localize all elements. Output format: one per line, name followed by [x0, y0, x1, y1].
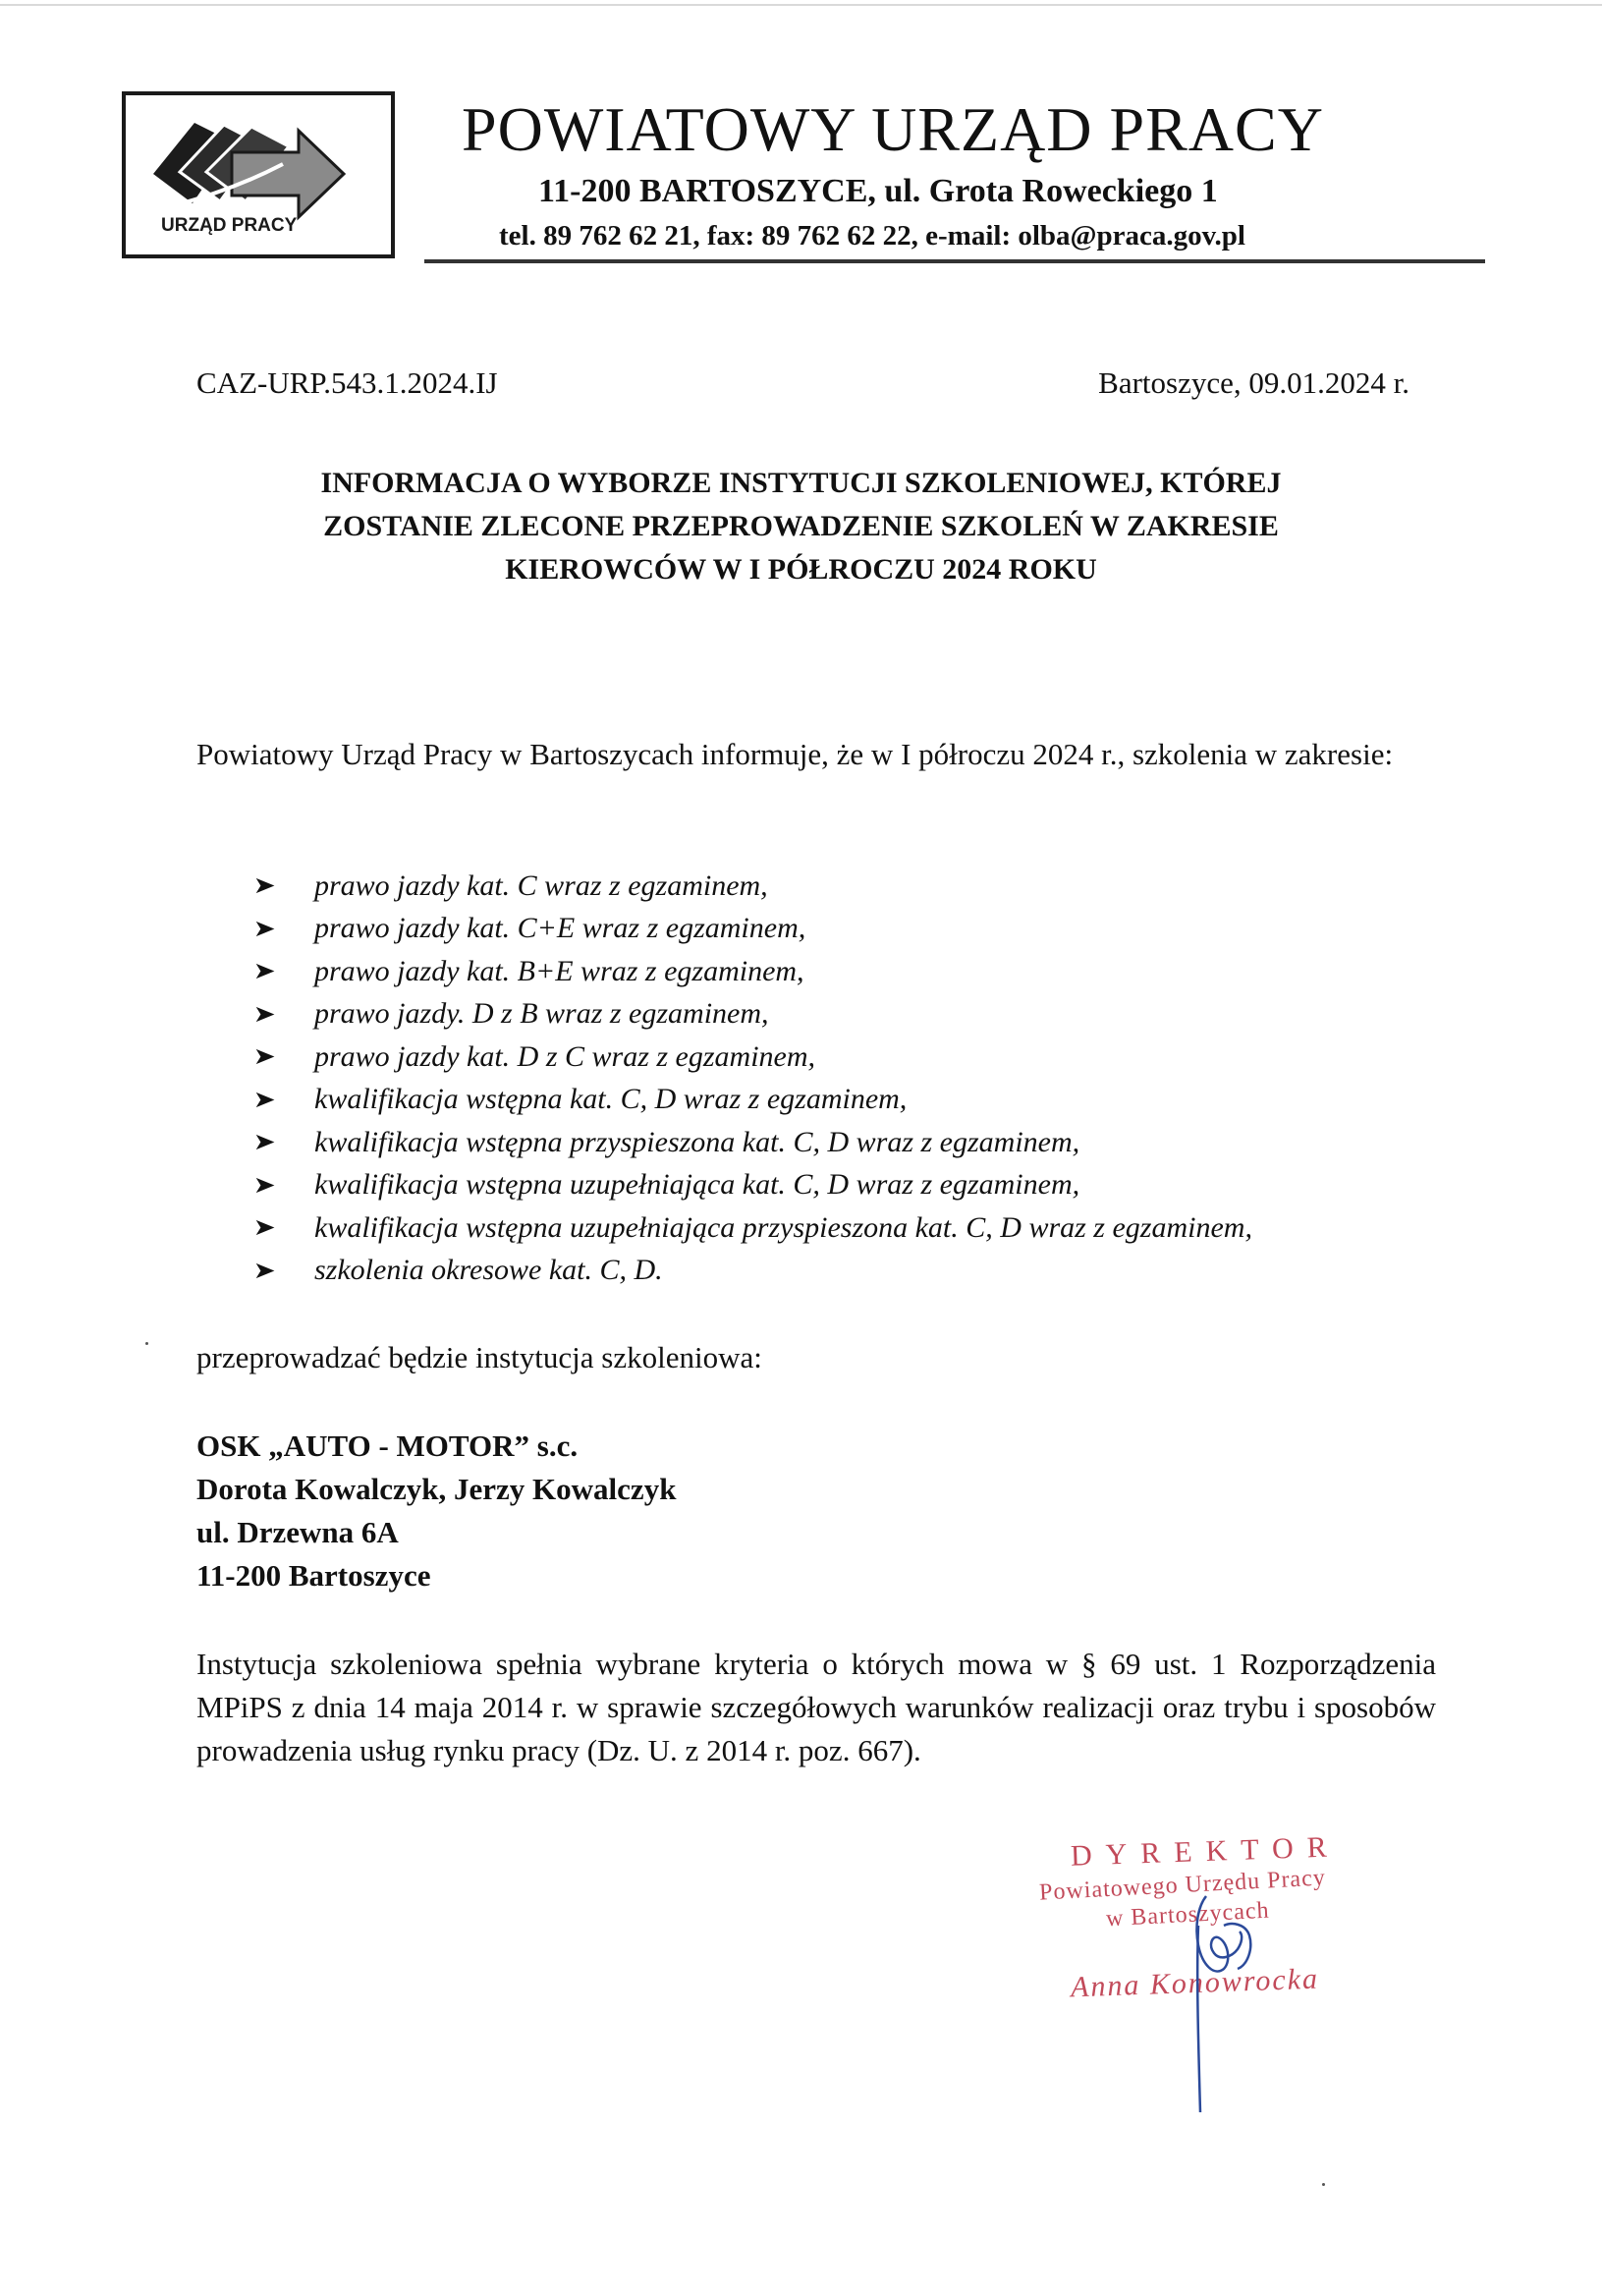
scan-speck: [145, 1342, 148, 1345]
arrow-bullet-icon: ➤: [252, 1130, 276, 1156]
arrow-bullet-icon: ➤: [252, 1215, 276, 1242]
office-logo: [122, 91, 395, 258]
logo-text: URZĄD PRACY: [161, 215, 298, 236]
stamp-office: Powiatowego Urzędu Pracy: [1038, 1865, 1327, 1906]
handwritten-signature: [1130, 1867, 1267, 2132]
list-item: ➤ prawo jazdy. D z B wraz z egzaminem,: [252, 997, 769, 1031]
intro-paragraph: Powiatowy Urząd Pracy w Bartoszycach informuje, że w I półroczu 2024 r., szkolenia w zakresie:: [196, 737, 1394, 771]
list-item: ➤ kwalifikacja wstępna uzupełniająca kat. C, D wraz z egzaminem,: [252, 1168, 1080, 1202]
stamp-role: DYREKTOR: [1070, 1830, 1342, 1873]
arrow-bullet-icon: ➤: [252, 873, 276, 900]
document-title: [255, 462, 1347, 591]
list-item: ➤ szkolenia okresowe kat. C, D.: [252, 1254, 663, 1287]
list-item: ➤ prawo jazdy kat. B+E wraz z egzaminem,: [252, 954, 804, 987]
training-list: [252, 865, 1252, 1292]
criteria-paragraph: Instytucja szkoleniowa spełnia wybrane kryteria o których mowa w § 69 ust. 1 Rozporządzenia MPiPS z dnia 14 maja 2014 r. w sprawie szczegółowych warunków realizacji oraz trybu i sposobów prowadzenia usług rynku pracy (Dz. U. z 2014 r. poz. 667).: [196, 1647, 1436, 1767]
header-divider: [424, 259, 1485, 263]
scan-speck: [1322, 2183, 1325, 2186]
scan-edge: [0, 4, 1602, 6]
stamp-name: Anna Konowrocka: [1070, 1962, 1320, 2004]
list-item: ➤ kwalifikacja wstępna przyspieszona kat. C, D wraz z egzaminem,: [252, 1125, 1080, 1158]
conducting-sentence: przeprowadzać będzie instytucja szkoleniowa:: [196, 1340, 762, 1374]
office-name: POWIATOWY URZĄD PRACY: [462, 94, 1324, 164]
arrow-bullet-icon: ➤: [252, 1087, 276, 1113]
title-line: ZOSTANIE ZLECONE PRZEPROWADZENIE SZKOLEŃ W ZAKRESIE: [323, 510, 1279, 542]
place-date: Bartoszyce, 09.01.2024 r.: [1098, 365, 1409, 400]
list-item: ➤ prawo jazdy kat. D z C wraz z egzaminem,: [252, 1039, 816, 1073]
arrow-bullet-icon: ➤: [252, 1044, 276, 1071]
list-item: ➤ prawo jazdy kat. C+E wraz z egzaminem,: [252, 912, 806, 945]
reference-number: CAZ-URP.543.1.2024.IJ: [196, 365, 498, 400]
institution-street: ul. Drzewna 6A: [196, 1515, 399, 1549]
office-address: 11-200 BARTOSZYCE, ul. Grota Roweckiego 1: [538, 173, 1218, 209]
title-line: KIEROWCÓW W I PÓŁROCZU 2024 ROKU: [505, 553, 1097, 586]
arrow-bullet-icon: ➤: [252, 1258, 276, 1284]
arrow-bullet-icon: ➤: [252, 1001, 276, 1028]
list-item: ➤ kwalifikacja wstępna kat. C, D wraz z egzaminem,: [252, 1083, 908, 1116]
office-contact: tel. 89 762 62 21, fax: 89 762 62 22, e-mail: olba@praca.gov.pl: [499, 220, 1245, 252]
title-line: INFORMACJA O WYBORZE INSTYTUCJI SZKOLENIOWEJ, KTÓREJ: [320, 467, 1282, 499]
institution-address: [196, 1425, 676, 1597]
stamp-city: w Bartoszycach: [1105, 1897, 1271, 1932]
list-item: ➤ prawo jazdy kat. C wraz z egzaminem,: [252, 868, 768, 902]
arrow-bullet-icon: ➤: [252, 959, 276, 985]
list-item: ➤ kwalifikacja wstępna uzupełniająca przyspieszona kat. C, D wraz z egzaminem,: [252, 1210, 1252, 1244]
institution-city: 11-200 Bartoszyce: [196, 1558, 431, 1593]
institution-owners: Dorota Kowalczyk, Jerzy Kowalczyk: [196, 1472, 677, 1506]
institution-name: OSK „AUTO - MOTOR” s.c.: [196, 1428, 579, 1463]
arrow-bullet-icon: ➤: [252, 1172, 276, 1199]
arrow-bullet-icon: ➤: [252, 916, 276, 942]
